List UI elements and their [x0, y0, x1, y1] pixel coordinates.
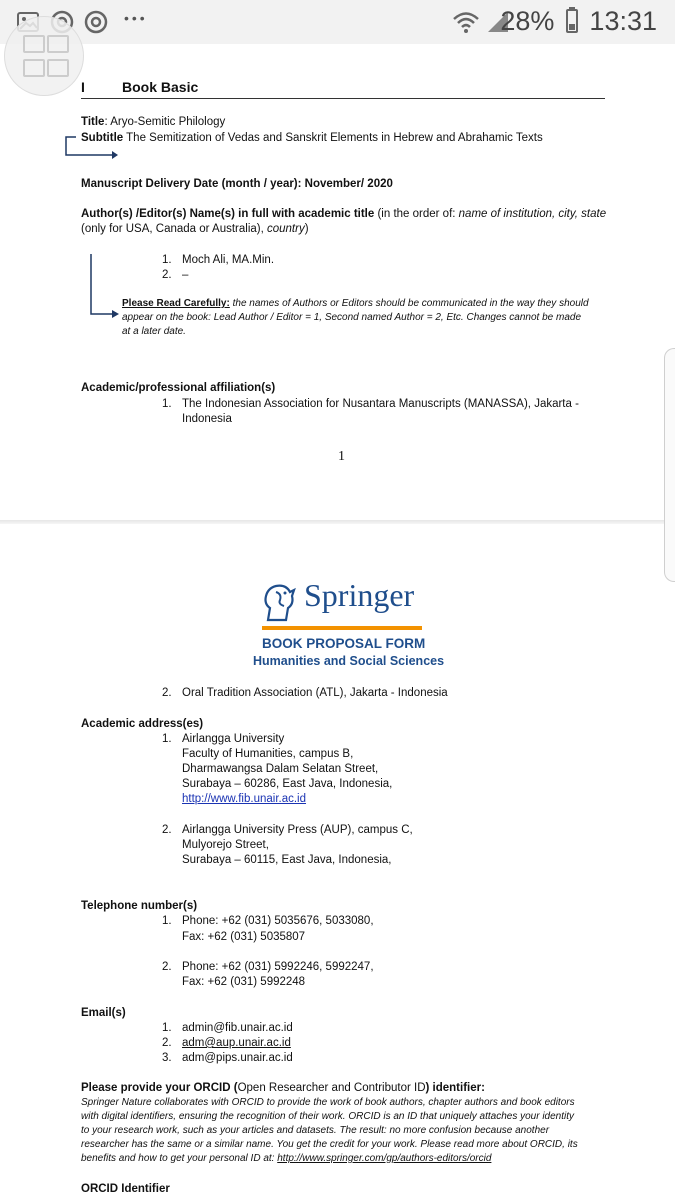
- affiliation-heading: Academic/professional affiliation(s): [81, 382, 276, 394]
- phone-num-2: 2.: [162, 961, 172, 973]
- address-heading: Academic address(es): [81, 718, 204, 730]
- address-num-1: 1.: [162, 733, 172, 745]
- subtitle-label: Subtitle: [81, 132, 124, 144]
- notification-overflow-icon: •••: [124, 10, 148, 26]
- phone-1-line-2: Fax: +62 (031) 5035807: [182, 931, 306, 943]
- email-num-3: 3.: [162, 1052, 172, 1064]
- subtitle-arrow-icon: [62, 133, 122, 161]
- orcid-line-3: to your research work, such as your articles and datasets. The result: no more confusion because another: [81, 1125, 550, 1136]
- orcid-line-1: Springer Nature collaborates with ORCID to provide the work of book authors, chapter authors and book editors: [81, 1097, 575, 1108]
- address-1-link[interactable]: http://www.fib.unair.ac.id: [182, 793, 307, 805]
- orcid-heading-bold-1: Please provide your ORCID (: [81, 1082, 238, 1094]
- status-right: [500, 6, 657, 37]
- springer-orange-rule: [262, 626, 422, 630]
- page-separator: [0, 520, 675, 524]
- affiliation-1-line-1: The Indonesian Association for Nusantara Manuscripts (MANASSA), Jakarta -: [182, 398, 579, 410]
- telephone-heading: Telephone number(s): [81, 900, 198, 912]
- phone-num-1: 1.: [162, 915, 172, 927]
- authors-heading-close: ): [304, 223, 309, 235]
- authors-heading-country: country: [267, 223, 305, 235]
- author-name-2: –: [182, 269, 189, 281]
- battery-icon: [566, 7, 578, 33]
- affiliation-1-line-2: Indonesia: [182, 413, 232, 425]
- affiliation-num-1: 1.: [162, 398, 172, 410]
- subtitle-line: [81, 131, 543, 146]
- subtitle-value: The Semitization of Vedas and Sanskrit Elements in Hebrew and Abrahamic Texts: [123, 132, 543, 144]
- authors-heading-part: (in the order of:: [374, 208, 459, 220]
- notice-line-1: the names of Authors or Editors should be communicated in the way they should: [229, 298, 589, 309]
- orcid-line-4: researcher has the same or a similar name. You get the credit for your work. Please read more about ORCID, its: [81, 1139, 578, 1150]
- address-1-line-1: Airlangga University: [182, 733, 285, 745]
- orcid-line-2: with digital identifiers, ensuring the recognition of their work. ORCID is an ID that uniquely attaches your identity: [81, 1111, 575, 1122]
- orcid-heading: [81, 1081, 485, 1096]
- email-2[interactable]: adm@aup.unair.ac.id: [182, 1037, 291, 1049]
- delivery-date: Manuscript Delivery Date (month / year): November/ 2020: [81, 178, 393, 190]
- orcid-line-5: [81, 1152, 603, 1166]
- notice-arrow-icon: [86, 252, 122, 322]
- section-title: Book Basic: [122, 79, 199, 95]
- orcid-line-5-prefix: benefits and how to get your personal ID at:: [81, 1153, 278, 1164]
- notice-line-3: at a later date.: [122, 326, 186, 337]
- orcid-heading-normal: Open Researcher and Contributor ID: [237, 1082, 426, 1094]
- authors-heading-part2: (only for USA, Canada or Australia),: [81, 223, 267, 235]
- springer-brand: Springer: [304, 577, 415, 613]
- email-heading: Email(s): [81, 1007, 126, 1019]
- chrome-icon-2: [84, 10, 108, 34]
- orcid-heading-bold-2: ) identifier:: [425, 1082, 485, 1094]
- address-1-line-2: Faculty of Humanities, campus B,: [182, 748, 354, 760]
- form-title: BOOK PROPOSAL FORM: [262, 636, 426, 651]
- scrollbar-handle[interactable]: [664, 348, 675, 582]
- orcid-description: [81, 1096, 603, 1166]
- phone-1-line-1: Phone: +62 (031) 5035676, 5033080,: [182, 915, 374, 927]
- author-name-1: Moch Ali, MA.Min.: [182, 254, 275, 266]
- authors-heading-italic: name of institution, city, state: [458, 208, 607, 220]
- springer-horse-logo-icon: [258, 582, 300, 624]
- orcid-identifier-heading: ORCID Identifier: [81, 1183, 170, 1195]
- email-num-2: 2.: [162, 1037, 172, 1049]
- notice-label: Please Read Carefully:: [122, 298, 230, 309]
- battery-percent: 28%: [500, 6, 555, 36]
- authors-heading: [81, 207, 611, 237]
- affiliation-2: Oral Tradition Association (ATL), Jakarta - Indonesia: [182, 687, 448, 699]
- title-value: : Aryo-Semitic Philology: [104, 116, 226, 128]
- page-number: 1: [338, 449, 345, 464]
- address-2-line-2: Mulyorejo Street,: [182, 839, 269, 851]
- notice-text: [122, 297, 612, 339]
- phone-2-line-1: Phone: +62 (031) 5992246, 5992247,: [182, 961, 374, 973]
- form-subtitle: Humanities and Social Sciences: [253, 654, 445, 668]
- affiliation-num-2: 2.: [162, 687, 172, 699]
- status-bar: [0, 0, 675, 44]
- title-line: [81, 115, 225, 130]
- email-1[interactable]: admin@fib.unair.ac.id: [182, 1022, 293, 1034]
- phone-2-line-2: Fax: +62 (031) 5992248: [182, 976, 306, 988]
- multi-window-button[interactable]: [4, 16, 84, 96]
- orcid-link[interactable]: http://www.springer.com/gp/authors-editors/orcid: [277, 1153, 492, 1164]
- address-1-line-4: Surabaya – 60286, East Java, Indonesia,: [182, 778, 393, 790]
- clock: 13:31: [589, 6, 657, 36]
- address-2-line-3: Surabaya – 60115, East Java, Indonesia,: [182, 854, 392, 866]
- section-rule: [81, 98, 605, 99]
- authors-heading-bold: Author(s) /Editor(s) Name(s) in full with academic title: [81, 208, 375, 220]
- notice-line-2: appear on the book: Lead Author / Editor = 1, Second named Author = 2, Etc. Changes cannot be made: [122, 312, 582, 323]
- address-1-line-3: Dharmawangsa Dalam Selatan Street,: [182, 763, 379, 775]
- author-num-1: 1.: [162, 254, 172, 266]
- title-label: Title: [81, 116, 105, 128]
- email-num-1: 1.: [162, 1022, 172, 1034]
- section-number: I: [81, 79, 85, 95]
- address-2-line-1: Airlangga University Press (AUP), campus C,: [182, 824, 413, 836]
- email-3[interactable]: adm@pips.unair.ac.id: [182, 1052, 293, 1064]
- address-num-2: 2.: [162, 824, 172, 836]
- author-num-2: 2.: [162, 269, 172, 281]
- wifi-icon: [452, 10, 480, 34]
